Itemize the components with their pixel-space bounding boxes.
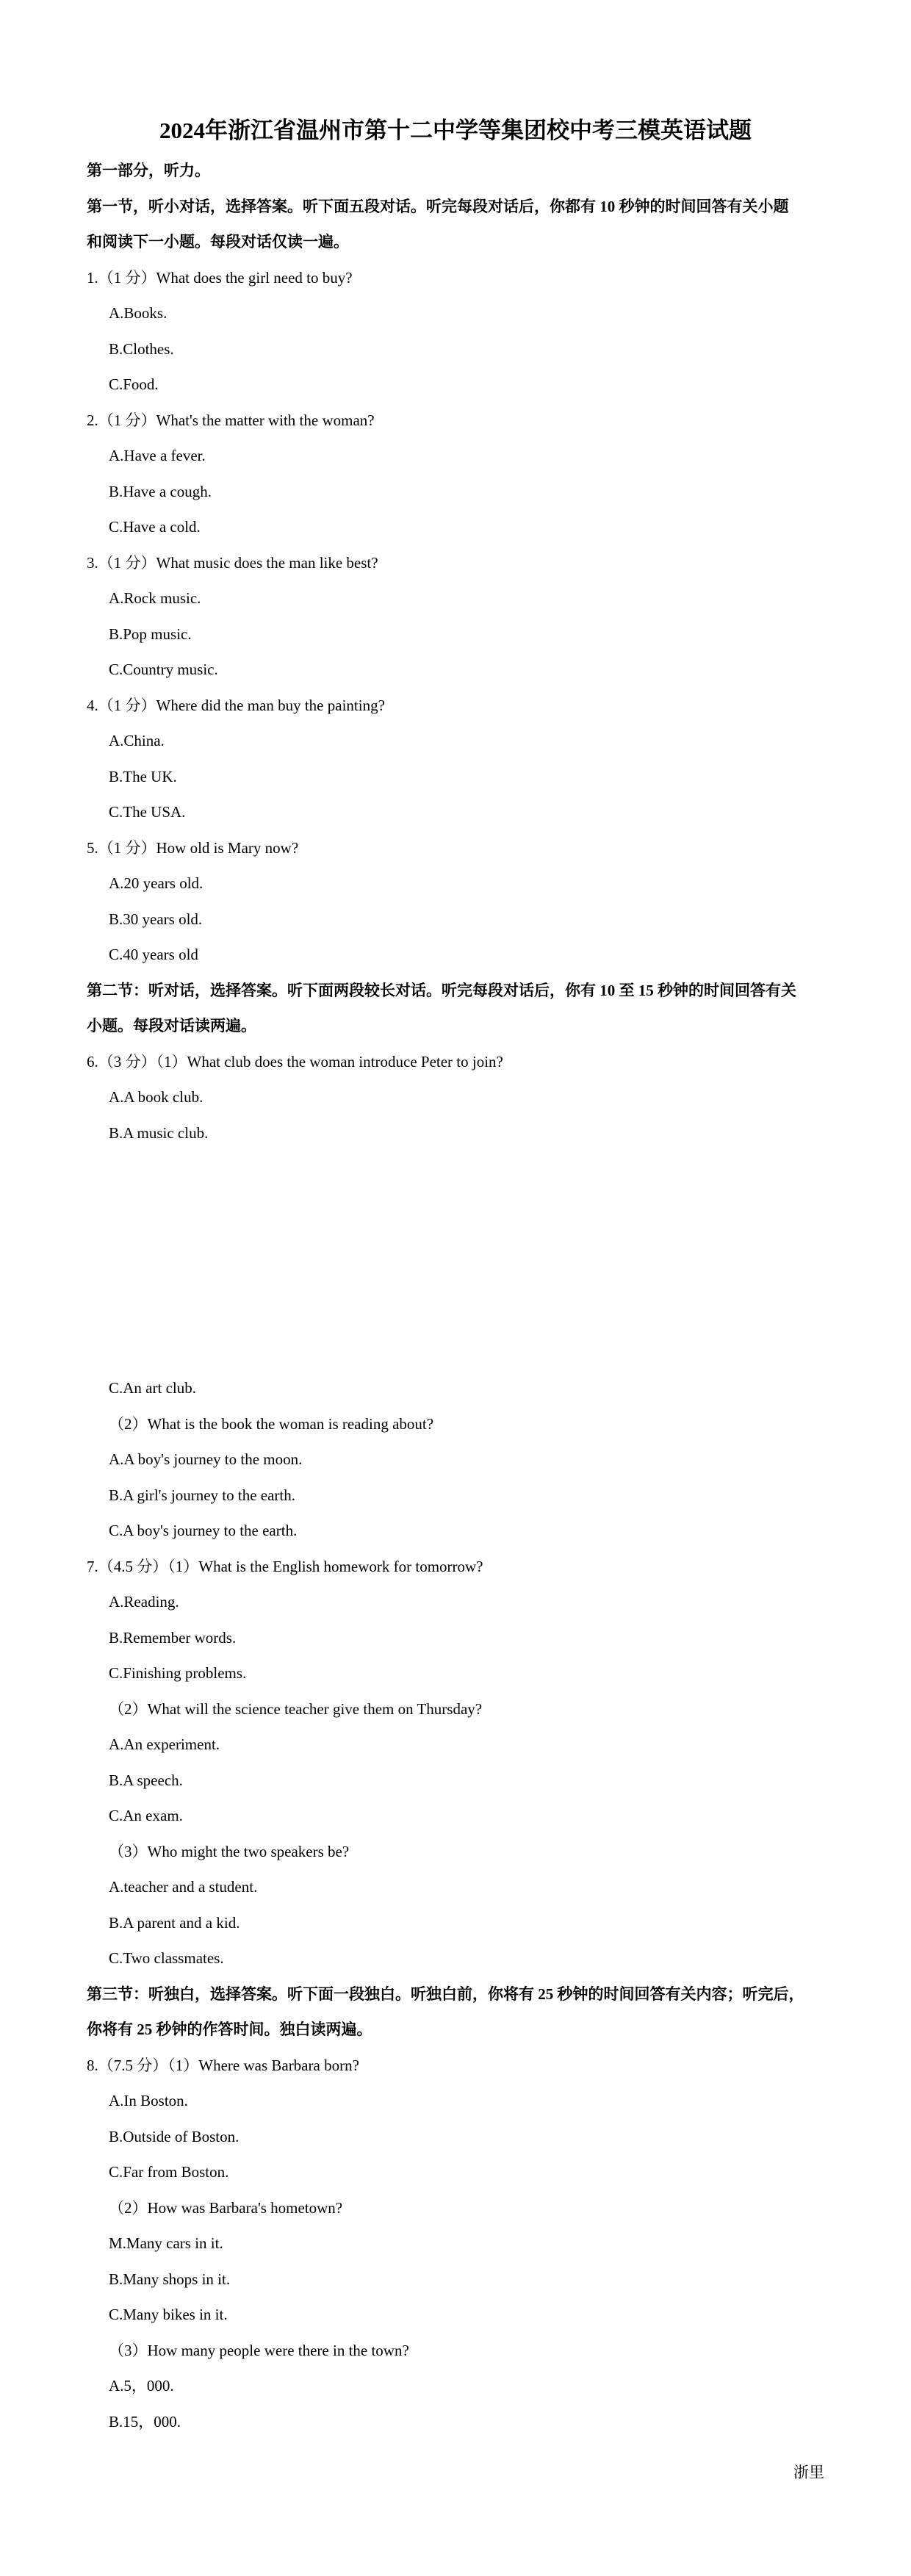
answer-option: A.teacher and a student.	[109, 1878, 258, 1896]
answer-option: B.Remember words.	[109, 1628, 237, 1647]
answer-option: C.Food.	[109, 375, 159, 393]
answer-option: B.Have a cough.	[109, 482, 212, 500]
answer-option: A.In Boston.	[109, 2092, 188, 2109]
answer-option: A.An experiment.	[109, 1735, 220, 1753]
answer-option: A.Have a fever.	[109, 447, 206, 464]
answer-option: C.40 years old	[109, 946, 198, 963]
answer-option: C.Country music.	[109, 661, 218, 678]
section-heading: 第二节：听对话，选择答案。听下面两段较长对话。听完每段对话后，你有 10 至 15 秒钟的时间回答有关	[87, 981, 796, 999]
answer-option: A.Reading.	[109, 1593, 179, 1611]
page-title: 2024年浙江省温州市第十二中学等集团校中考三模英语试题	[159, 118, 752, 143]
answer-option: C.Have a cold.	[109, 518, 201, 536]
answer-option: C.Many bikes in it.	[109, 2306, 228, 2323]
answer-option: B.A music club.	[109, 1123, 209, 1142]
answer-option: M.Many cars in it.	[109, 2234, 223, 2252]
answer-option: A.5，000.	[109, 2377, 174, 2395]
question: 7.（4.5 分）（1）What is the English homework for tomorrow?	[87, 1557, 483, 1575]
answer-option: B.Outside of Boston.	[109, 2127, 240, 2145]
section-heading: 你将有 25 秒钟的作答时间。独白读两遍。	[87, 2021, 372, 2038]
answer-option: C.Far from Boston.	[109, 2163, 229, 2181]
answer-option: C.An art club.	[109, 1379, 196, 1397]
answer-option: C.Finishing problems.	[109, 1664, 247, 1682]
answer-option: A.Rock music.	[109, 589, 201, 607]
answer-option: B.A parent and a kid.	[109, 1913, 240, 1932]
sub-question: （3）How many people were there in the town?	[109, 2341, 409, 2359]
sub-question: （2）What is the book the woman is reading about?	[109, 1414, 434, 1433]
answer-option: B.Clothes.	[109, 339, 174, 358]
section-heading: 第一节，听小对话，选择答案。听下面五段对话。听完每段对话后，你都有 10 秒钟的时间回答有关小题	[87, 197, 789, 215]
answer-option: A.A boy's journey to the moon.	[109, 1450, 303, 1468]
answer-option: B.15，000.	[109, 2412, 181, 2431]
answer-option: A.20 years old.	[109, 874, 204, 892]
section-heading: 第一部分，听力。	[87, 162, 210, 179]
answer-option: C.An exam.	[109, 1807, 183, 1824]
sub-question: （2）How was Barbara's hometown?	[109, 2198, 343, 2217]
sub-question: （2）What will the science teacher give them on Thursday?	[109, 1699, 483, 1718]
section-heading: 小题。每段对话读两遍。	[87, 1017, 256, 1035]
page-footer: 浙里	[793, 2464, 824, 2481]
question: 2.（1 分）What's the matter with the woman?	[87, 411, 375, 429]
question: 1.（1 分）What does the girl need to buy?	[87, 268, 353, 287]
answer-option: C.Two classmates.	[109, 1949, 224, 1967]
answer-option: B.A speech.	[109, 1771, 183, 1789]
answer-option: A.A book club.	[109, 1088, 204, 1106]
question: 4.（1 分）Where did the man buy the painting?	[87, 696, 385, 714]
question: 8.（7.5 分）（1）Where was Barbara born?	[87, 2056, 359, 2074]
section-heading: 第三节：听独白，选择答案。听下面一段独白。听独白前，你将有 25 秒钟的时间回答有关内容；听完后，	[87, 1985, 804, 2003]
answer-option: C.A boy's journey to the earth.	[109, 1522, 298, 1539]
question: 3.（1 分）What music does the man like best?	[87, 553, 378, 572]
answer-option: B.The UK.	[109, 767, 177, 785]
answer-option: B.Many shops in it.	[109, 2270, 231, 2288]
answer-option: B.A girl's journey to the earth.	[109, 1486, 295, 1504]
answer-option: A.China.	[109, 732, 165, 749]
answer-option: B.Pop music.	[109, 625, 192, 643]
answer-option: A.Books.	[109, 304, 168, 322]
question: 6.（3 分）（1）What club does the woman introduce Peter to join?	[87, 1052, 503, 1071]
answer-option: B.30 years old.	[109, 910, 203, 928]
section-heading: 和阅读下一小题。每段对话仅读一遍。	[87, 233, 349, 251]
sub-question: （3）Who might the two speakers be?	[109, 1842, 350, 1860]
question: 5.（1 分）How old is Mary now?	[87, 838, 299, 857]
answer-option: C.The USA.	[109, 803, 186, 821]
